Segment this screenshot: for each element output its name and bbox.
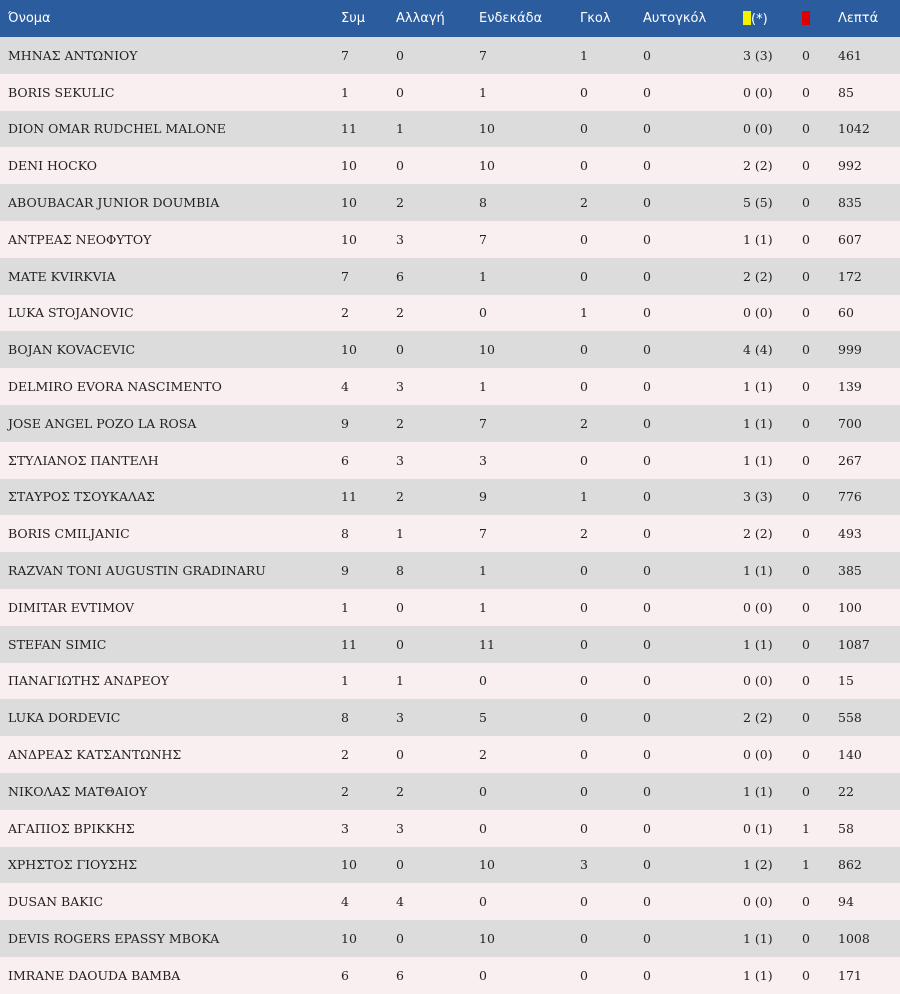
cell-starts: 0 (479, 820, 487, 836)
cell-own-goals: 0 (643, 931, 651, 947)
cell-red-cards: 0 (802, 894, 810, 910)
cell-name[interactable]: DION OMAR RUDCHEL MALONE (8, 121, 226, 137)
cell-apps: 11 (341, 636, 357, 652)
cell-own-goals: 0 (643, 305, 651, 321)
table-row (0, 184, 900, 221)
cell-subs: 0 (396, 747, 404, 763)
cell-subs: 8 (396, 563, 404, 579)
table-row (0, 699, 900, 736)
cell-red-cards: 0 (802, 195, 810, 211)
cell-yellow-cards: 1 (1) (743, 231, 773, 247)
cell-red-cards: 0 (802, 379, 810, 395)
cell-yellow-cards: 3 (3) (743, 47, 773, 63)
table-row (0, 552, 900, 589)
cell-red-cards: 0 (802, 783, 810, 799)
cell-subs: 3 (396, 231, 404, 247)
cell-yellow-cards: 2 (2) (743, 158, 773, 174)
table-row (0, 37, 900, 74)
cell-subs: 2 (396, 489, 404, 505)
cell-name[interactable]: DEVIS ROGERS EPASSY MBOKA (8, 931, 220, 947)
cell-name[interactable]: DENI HOCKO (8, 158, 97, 174)
cell-subs: 2 (396, 305, 404, 321)
cell-name[interactable]: MATE KVIRKVIA (8, 268, 116, 284)
cell-goals: 3 (580, 857, 588, 873)
cell-minutes: 862 (838, 857, 862, 873)
cell-goals: 0 (580, 710, 588, 726)
table-row (0, 663, 900, 700)
cell-apps: 4 (341, 379, 349, 395)
cell-own-goals: 0 (643, 268, 651, 284)
cell-starts: 1 (479, 379, 487, 395)
cell-subs: 3 (396, 820, 404, 836)
cell-starts: 7 (479, 526, 487, 542)
table-row (0, 773, 900, 810)
cell-red-cards: 0 (802, 84, 810, 100)
cell-own-goals: 0 (643, 379, 651, 395)
cell-name[interactable]: ΑΝΔΡΕΑΣ ΚΑΤΣΑΝΤΩΝΗΣ (8, 747, 182, 763)
cell-minutes: 461 (838, 47, 862, 63)
table-row (0, 736, 900, 773)
cell-yellow-cards: 0 (0) (743, 599, 773, 615)
cell-red-cards: 0 (802, 489, 810, 505)
cell-goals: 0 (580, 636, 588, 652)
table-row (0, 920, 900, 957)
cell-yellow-cards: 1 (1) (743, 563, 773, 579)
cell-apps: 7 (341, 268, 349, 284)
cell-minutes: 100 (838, 599, 862, 615)
cell-subs: 0 (396, 342, 404, 358)
cell-minutes: 172 (838, 268, 862, 284)
cell-subs: 6 (396, 268, 404, 284)
cell-red-cards: 0 (802, 931, 810, 947)
table-row (0, 479, 900, 516)
table-row (0, 331, 900, 368)
cell-subs: 1 (396, 526, 404, 542)
table-row (0, 883, 900, 920)
cell-red-cards: 0 (802, 158, 810, 174)
cell-name[interactable]: DIMITAR EVTIMOV (8, 599, 135, 615)
cell-apps: 3 (341, 820, 349, 836)
header-row (0, 0, 900, 37)
cell-own-goals: 0 (643, 710, 651, 726)
cell-red-cards: 0 (802, 673, 810, 689)
cell-goals: 0 (580, 563, 588, 579)
cell-goals: 0 (580, 84, 588, 100)
cell-red-cards: 0 (802, 415, 810, 431)
cell-name[interactable]: BORIS CMILJANIC (8, 526, 130, 542)
cell-name[interactable]: ΝΙΚΟΛΑΣ ΜΑΤΘΑΙΟΥ (8, 783, 148, 799)
cell-minutes: 15 (838, 673, 854, 689)
cell-goals: 1 (580, 305, 588, 321)
cell-apps: 2 (341, 305, 349, 321)
cell-red-cards: 0 (802, 526, 810, 542)
cell-subs: 3 (396, 452, 404, 468)
cell-goals: 2 (580, 415, 588, 431)
cell-starts: 1 (479, 268, 487, 284)
cell-apps: 10 (341, 195, 357, 211)
cell-subs: 2 (396, 415, 404, 431)
cell-starts: 7 (479, 415, 487, 431)
table-row (0, 442, 900, 479)
cell-own-goals: 0 (643, 894, 651, 910)
header-yellow-suffix: (*) (751, 11, 768, 27)
cell-minutes: 267 (838, 452, 862, 468)
header-yellow-cards[interactable] (743, 0, 802, 37)
cell-red-cards: 0 (802, 710, 810, 726)
cell-starts: 0 (479, 783, 487, 799)
table-row (0, 147, 900, 184)
cell-starts: 1 (479, 563, 487, 579)
cell-subs: 0 (396, 84, 404, 100)
cell-own-goals: 0 (643, 158, 651, 174)
cell-apps: 1 (341, 673, 349, 689)
cell-apps: 11 (341, 121, 357, 137)
cell-goals: 1 (580, 489, 588, 505)
cell-apps: 10 (341, 231, 357, 247)
cell-red-cards: 0 (802, 967, 810, 983)
cell-red-cards: 0 (802, 47, 810, 63)
cell-red-cards: 1 (802, 857, 810, 873)
cell-yellow-cards: 2 (2) (743, 526, 773, 542)
cell-yellow-cards: 0 (1) (743, 820, 773, 836)
cell-subs: 3 (396, 710, 404, 726)
cell-name[interactable]: JOSE ANGEL POZO LA ROSA (8, 415, 197, 431)
cell-subs: 1 (396, 121, 404, 137)
cell-apps: 6 (341, 967, 349, 983)
cell-minutes: 94 (838, 894, 854, 910)
cell-own-goals: 0 (643, 783, 651, 799)
cell-own-goals: 0 (643, 857, 651, 873)
cell-own-goals: 0 (643, 967, 651, 983)
cell-apps: 8 (341, 526, 349, 542)
cell-own-goals: 0 (643, 820, 651, 836)
cell-apps: 10 (341, 931, 357, 947)
cell-goals: 0 (580, 931, 588, 947)
header-own-goals[interactable]: Αυτογκόλ (643, 11, 707, 26)
cell-own-goals: 0 (643, 415, 651, 431)
cell-starts: 5 (479, 710, 487, 726)
cell-yellow-cards: 3 (3) (743, 489, 773, 505)
cell-name[interactable]: ΣΤΥΛΙΑΝΟΣ ΠΑΝΤΕΛΗ (8, 452, 159, 468)
table-row (0, 368, 900, 405)
yellow-card-icon (743, 11, 751, 25)
cell-apps: 10 (341, 158, 357, 174)
header-goals[interactable]: Γκολ (580, 11, 611, 26)
cell-subs: 0 (396, 636, 404, 652)
cell-starts: 10 (479, 121, 495, 137)
cell-minutes: 60 (838, 305, 854, 321)
cell-name[interactable]: ΑΓΑΠΙΟΣ ΒΡΙΚΚΗΣ (8, 820, 135, 836)
cell-goals: 0 (580, 599, 588, 615)
cell-goals: 0 (580, 342, 588, 358)
cell-subs: 3 (396, 379, 404, 395)
cell-goals: 0 (580, 894, 588, 910)
cell-minutes: 139 (838, 379, 862, 395)
cell-starts: 8 (479, 195, 487, 211)
cell-goals: 2 (580, 526, 588, 542)
header-name[interactable]: Όνομα (8, 11, 51, 26)
cell-minutes: 607 (838, 231, 862, 247)
cell-yellow-cards: 0 (0) (743, 121, 773, 137)
cell-apps: 11 (341, 489, 357, 505)
cell-own-goals: 0 (643, 452, 651, 468)
cell-minutes: 999 (838, 342, 862, 358)
cell-starts: 0 (479, 894, 487, 910)
cell-subs: 0 (396, 599, 404, 615)
cell-minutes: 1087 (838, 636, 870, 652)
cell-red-cards: 0 (802, 342, 810, 358)
cell-yellow-cards: 0 (0) (743, 305, 773, 321)
cell-apps: 1 (341, 599, 349, 615)
table-row (0, 111, 900, 148)
cell-goals: 0 (580, 452, 588, 468)
cell-apps: 9 (341, 415, 349, 431)
cell-subs: 2 (396, 783, 404, 799)
cell-apps: 2 (341, 747, 349, 763)
cell-apps: 6 (341, 452, 349, 468)
cell-apps: 4 (341, 894, 349, 910)
cell-apps: 2 (341, 783, 349, 799)
red-card-icon (802, 11, 810, 25)
cell-starts: 10 (479, 857, 495, 873)
cell-yellow-cards: 1 (1) (743, 967, 773, 983)
cell-red-cards: 0 (802, 231, 810, 247)
cell-minutes: 700 (838, 415, 862, 431)
cell-starts: 3 (479, 452, 487, 468)
cell-goals: 0 (580, 231, 588, 247)
cell-minutes: 85 (838, 84, 854, 100)
cell-yellow-cards: 1 (1) (743, 783, 773, 799)
cell-yellow-cards: 2 (2) (743, 710, 773, 726)
cell-minutes: 835 (838, 195, 862, 211)
cell-goals: 0 (580, 121, 588, 137)
table-row (0, 589, 900, 626)
cell-starts: 2 (479, 747, 487, 763)
cell-yellow-cards: 1 (1) (743, 452, 773, 468)
cell-red-cards: 0 (802, 636, 810, 652)
cell-subs: 0 (396, 857, 404, 873)
header-subs[interactable]: Αλλαγή (396, 11, 445, 26)
cell-own-goals: 0 (643, 599, 651, 615)
cell-name[interactable]: DUSAN BAKIC (8, 894, 104, 910)
cell-minutes: 558 (838, 710, 862, 726)
table-row (0, 258, 900, 295)
cell-minutes: 140 (838, 747, 862, 763)
header-starts[interactable]: Ενδεκάδα (479, 11, 543, 26)
cell-own-goals: 0 (643, 636, 651, 652)
cell-goals: 0 (580, 673, 588, 689)
cell-yellow-cards: 1 (1) (743, 636, 773, 652)
table-row (0, 295, 900, 332)
cell-red-cards: 0 (802, 599, 810, 615)
cell-own-goals: 0 (643, 673, 651, 689)
cell-starts: 10 (479, 931, 495, 947)
cell-goals: 0 (580, 379, 588, 395)
table-row (0, 626, 900, 663)
cell-starts: 10 (479, 158, 495, 174)
cell-yellow-cards: 1 (1) (743, 931, 773, 947)
table-row (0, 957, 900, 994)
cell-starts: 7 (479, 47, 487, 63)
cell-red-cards: 0 (802, 268, 810, 284)
cell-goals: 2 (580, 195, 588, 211)
cell-apps: 7 (341, 47, 349, 63)
cell-yellow-cards: 1 (2) (743, 857, 773, 873)
cell-red-cards: 0 (802, 305, 810, 321)
cell-yellow-cards: 0 (0) (743, 84, 773, 100)
cell-name[interactable]: ΧΡΗΣΤΟΣ ΓΙΟΥΣΗΣ (8, 857, 138, 873)
cell-name[interactable]: RAZVAN TONI AUGUSTIN GRADINARU (8, 563, 266, 579)
cell-goals: 0 (580, 820, 588, 836)
table-row (0, 810, 900, 847)
cell-minutes: 776 (838, 489, 862, 505)
cell-starts: 1 (479, 84, 487, 100)
table-row (0, 515, 900, 552)
cell-goals: 0 (580, 967, 588, 983)
cell-red-cards: 0 (802, 747, 810, 763)
cell-own-goals: 0 (643, 47, 651, 63)
cell-name[interactable]: ABOUBACAR JUNIOR DOUMBIA (8, 195, 220, 211)
cell-starts: 0 (479, 673, 487, 689)
cell-own-goals: 0 (643, 342, 651, 358)
cell-subs: 1 (396, 673, 404, 689)
cell-apps: 1 (341, 84, 349, 100)
cell-goals: 0 (580, 783, 588, 799)
table-row (0, 221, 900, 258)
table-row (0, 847, 900, 884)
table-header (0, 0, 900, 37)
cell-red-cards: 0 (802, 452, 810, 468)
cell-own-goals: 0 (643, 563, 651, 579)
cell-goals: 0 (580, 158, 588, 174)
table-row (0, 405, 900, 442)
cell-red-cards: 0 (802, 563, 810, 579)
cell-yellow-cards: 0 (0) (743, 894, 773, 910)
cell-goals: 0 (580, 268, 588, 284)
cell-name[interactable]: DELMIRO EVORA NASCIMENTO (8, 379, 222, 395)
cell-apps: 10 (341, 342, 357, 358)
cell-own-goals: 0 (643, 195, 651, 211)
cell-minutes: 1042 (838, 121, 870, 137)
cell-own-goals: 0 (643, 84, 651, 100)
cell-own-goals: 0 (643, 747, 651, 763)
cell-name[interactable]: BORIS SEKULIC (8, 84, 115, 100)
cell-name[interactable]: LUKA DORDEVIC (8, 710, 121, 726)
cell-starts: 7 (479, 231, 487, 247)
cell-name[interactable]: ΜΗΝΑΣ ΑΝΤΩΝΙΟΥ (8, 47, 138, 63)
table-body (0, 37, 900, 994)
cell-yellow-cards: 0 (0) (743, 747, 773, 763)
header-apps[interactable]: Συμ (341, 11, 366, 26)
cell-starts: 0 (479, 967, 487, 983)
cell-name[interactable]: IMRANE DAOUDA BAMBA (8, 967, 181, 983)
cell-apps: 8 (341, 710, 349, 726)
cell-minutes: 493 (838, 526, 862, 542)
cell-apps: 9 (341, 563, 349, 579)
cell-subs: 4 (396, 894, 404, 910)
cell-red-cards: 0 (802, 121, 810, 137)
cell-starts: 1 (479, 599, 487, 615)
cell-starts: 10 (479, 342, 495, 358)
cell-yellow-cards: 2 (2) (743, 268, 773, 284)
cell-red-cards: 1 (802, 820, 810, 836)
table-row (0, 74, 900, 111)
cell-goals: 1 (580, 47, 588, 63)
cell-yellow-cards: 5 (5) (743, 195, 773, 211)
cell-own-goals: 0 (643, 121, 651, 137)
cell-goals: 0 (580, 747, 588, 763)
cell-subs: 6 (396, 967, 404, 983)
cell-yellow-cards: 1 (1) (743, 415, 773, 431)
cell-yellow-cards: 1 (1) (743, 379, 773, 395)
cell-name[interactable]: ΑΝΤΡΕΑΣ ΝΕΟΦΥΤΟΥ (8, 231, 152, 247)
cell-yellow-cards: 0 (0) (743, 673, 773, 689)
cell-name[interactable]: ΠΑΝΑΓΙΩΤΗΣ ΑΝΔΡΕΟΥ (8, 673, 169, 689)
cell-own-goals: 0 (643, 526, 651, 542)
cell-minutes: 992 (838, 158, 862, 174)
cell-starts: 9 (479, 489, 487, 505)
cell-own-goals: 0 (643, 489, 651, 505)
cell-apps: 10 (341, 857, 357, 873)
cell-minutes: 1008 (838, 931, 870, 947)
cell-starts: 11 (479, 636, 495, 652)
cell-name[interactable]: ΣΤΑΥΡΟΣ ΤΣΟΥΚΑΛΑΣ (8, 489, 155, 505)
cell-minutes: 385 (838, 563, 862, 579)
cell-starts: 0 (479, 305, 487, 321)
cell-subs: 0 (396, 47, 404, 63)
cell-yellow-cards: 4 (4) (743, 342, 773, 358)
cell-minutes: 58 (838, 820, 854, 836)
cell-own-goals: 0 (643, 231, 651, 247)
cell-subs: 0 (396, 931, 404, 947)
header-red-cards[interactable] (802, 0, 838, 37)
cell-name[interactable]: STEFAN SIMIC (8, 636, 107, 652)
cell-subs: 0 (396, 158, 404, 174)
cell-subs: 2 (396, 195, 404, 211)
cell-minutes: 22 (838, 783, 854, 799)
cell-name[interactable]: LUKA STOJANOVIC (8, 305, 134, 321)
cell-name[interactable]: BOJAN KOVACEVIC (8, 342, 136, 358)
header-minutes[interactable]: Λεπτά (838, 11, 879, 26)
cell-minutes: 171 (838, 967, 862, 983)
